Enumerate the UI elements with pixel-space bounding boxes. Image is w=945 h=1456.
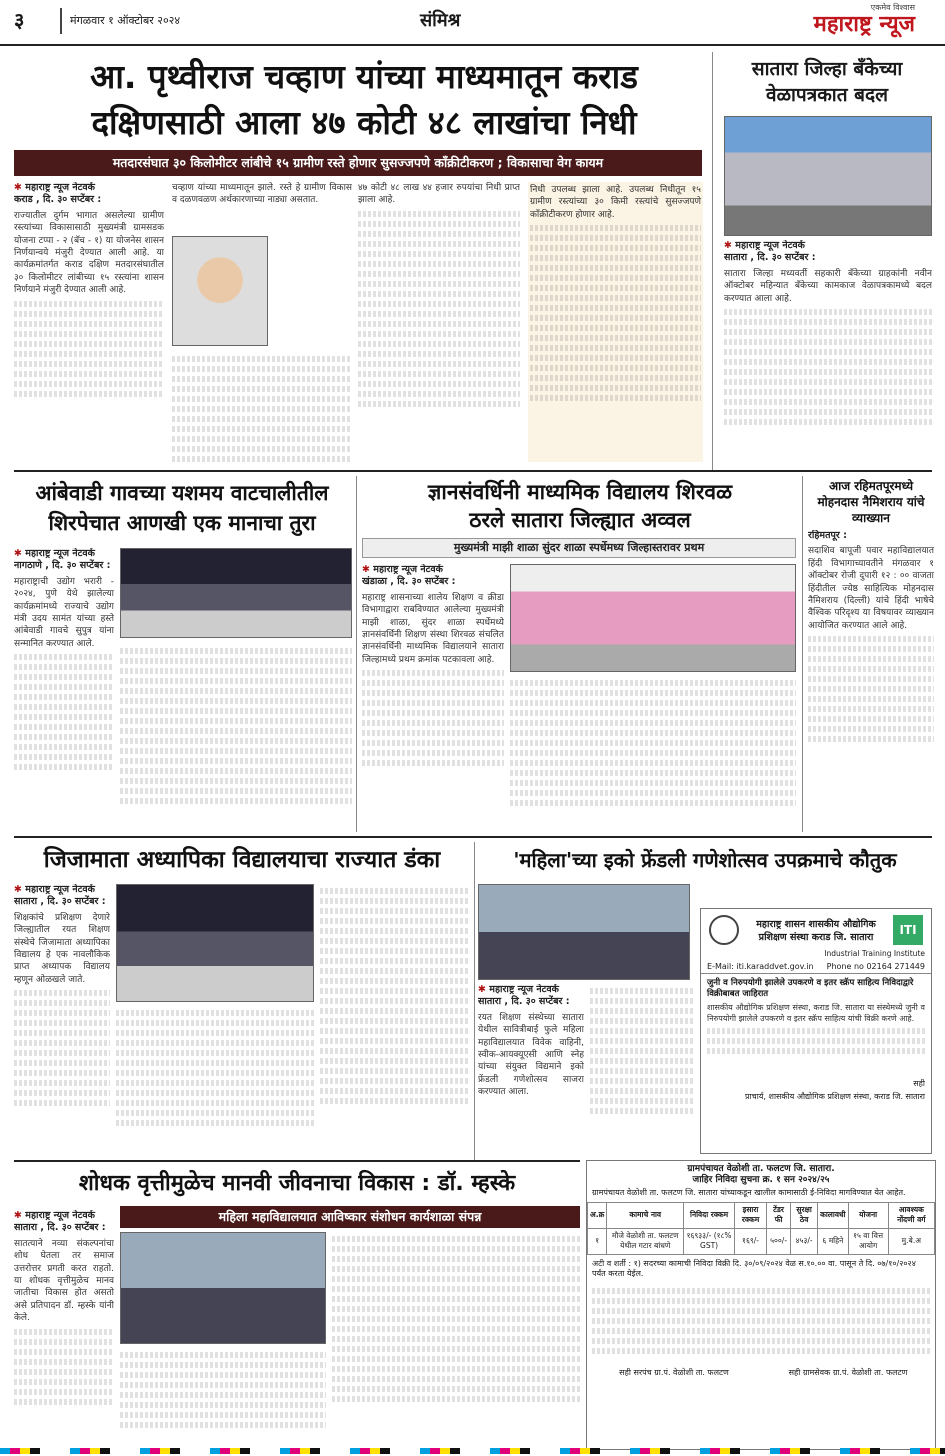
iti-title: महाराष्ट्र शासन शासकीय औद्योगिक प्रशिक्षण संस्था कराड जि. सातारा xyxy=(756,919,876,943)
lead-body-3: ४७ कोटी ४८ लाख ४४ हजार रुपयांचा निधी प्राप्त झाला आहे. xyxy=(358,183,520,206)
shirwal-headline-line2: ठरले सातारा जिल्ह्यात अव्वल xyxy=(469,508,691,532)
shirwal-column-1 xyxy=(362,564,504,830)
mhaske-byline: ✱ महाराष्ट्र न्यूज नेटवर्क xyxy=(14,1210,95,1221)
ganesh-headline: 'महिला'च्या इको फ्रेंडली गणेशोत्सव उपक्रमाचे कौतुक xyxy=(513,848,897,872)
shirwal-column-2 xyxy=(510,676,796,830)
ganesh-column-2 xyxy=(590,984,694,1156)
tender-header-cell: योजना xyxy=(848,1202,888,1228)
ambewadi-column-2 xyxy=(120,644,352,830)
ambewadi-award-photo xyxy=(120,548,352,638)
iti-phone: Phone no 02164 271449 xyxy=(826,962,925,971)
ambewadi-headline-line1: आंबेवाडी गावच्या यशमय वाटचालीतील xyxy=(35,481,329,505)
mhaske-headline: शोधक वृत्तीमुळेच मानवी जीवनाचा विकास : डॉ. म्हस्के xyxy=(78,1171,516,1196)
mhaske-body: सातत्याने नव्या संकल्पनांचा शोध घेतला तर समाज उत्तरोत्तर प्रगती करत राहतो. या शोधक वृत्तीमुळेच मानव जातीचा विकास होत असतो असे प्रतिपादन डॉ. म्हस्के यांनी केले. xyxy=(14,1238,114,1324)
tender-header-row xyxy=(588,1202,935,1228)
issue-date: मंगळवार १ ऑक्टोबर २०२४ xyxy=(60,8,200,34)
lecture-body: सदाशिव बापूजी पवार महाविद्यालयात हिंदी विभागाच्यावतीने मंगळवार १ ऑक्टोबर रोजी दुपारी १२ : ०० वाजता हिंदीतील ज्येष्ठ साहित्यिक मोहनदास नैमिशराय (दिल्ली) यांचे हिंदी भाषेचे वैश्विक परिदृश्य या विषयावर व्याख्यान आयोजित करण्यात आले आहे. xyxy=(808,546,934,631)
tender-table xyxy=(587,1202,935,1255)
tender-header-cell: अ.क्र xyxy=(588,1202,607,1228)
lead-byline-text: महाराष्ट्र न्यूज नेटवर्क xyxy=(25,182,95,193)
bank-column xyxy=(724,240,932,464)
shirwal-strap: मुख्यमंत्री माझी शाळा सुंदर शाळा स्पर्धेमध्य जिल्हास्तरावर प्रथम xyxy=(362,538,796,558)
lead-headline xyxy=(14,54,714,146)
iti-sign-label: सही xyxy=(913,1079,925,1088)
bank-byline: ✱ महाराष्ट्र न्यूज नेटवर्क xyxy=(724,240,805,251)
politician-portrait xyxy=(172,236,268,346)
lead-headline-line1: आ. पृथ्वीराज चव्हाण यांच्या माध्यमातून कराड xyxy=(90,57,638,96)
lead-headline-line2: दक्षिणसाठी आला ४७ कोटी ४८ लाखांचा निधी xyxy=(91,103,637,142)
lecture-column xyxy=(808,530,934,830)
jijamata-body: शिक्षकांचे प्रशिक्षण देणारे जिल्ह्यातील रयत शिक्षण संस्थेचे जिजामाता अध्यापिका विद्यालय हे एक नावलौकिक प्राप्त अध्यापक विद्यालय म्हणून ओळखले जाते. xyxy=(14,912,110,985)
ganesh-event-photo xyxy=(478,884,690,980)
shirwal-byline-text: महाराष्ट्र न्यूज नेटवर्क xyxy=(373,564,443,575)
mhaske-column-1 xyxy=(14,1210,114,1450)
section-title: संमिश्र xyxy=(420,10,461,31)
bank-body: सातारा जिल्हा मध्यवर्ती सहकारी बँकेच्या ग्राहकांनी नवीन ऑक्टोबर महिन्यात बँकेच्या कामकाज वेळापत्रकामध्ये बदल करण्यात आला आहे. xyxy=(724,268,932,304)
ganesh-body: रयत शिक्षण संस्थेच्या सातारा येथील सावित्रीबाई फुले महिला महाविद्यालयात विवेक वाहिनी, स्वीक-आयक्यूएसी आणि स्नेह यांच्या संयुक्त विद्यमाने इको फ्रेंडली गणेशोत्सव साजरा करण्यात आला. xyxy=(478,1012,584,1098)
iti-logo: ITI xyxy=(893,915,923,945)
jijamata-byline-text: महाराष्ट्र न्यूज नेटवर्क xyxy=(25,884,95,895)
ambewadi-column-1 xyxy=(14,548,114,828)
jijamata-dateline: सातारा , दि. ३० सप्टेंबर : xyxy=(14,896,106,908)
lead-body-2: चव्हाण यांच्या माध्यमातून झाले. रस्ते हे ग्रामीण विकास व दळणवळण अर्थकारणाच्या नाड्या असतात. xyxy=(172,183,352,206)
ganesh-dateline: सातारा , दि. ३० सप्टेंबर : xyxy=(478,996,570,1008)
jijamata-column-2 xyxy=(116,1006,314,1156)
mhaske-byline-text: महाराष्ट्र न्यूज नेटवर्क xyxy=(25,1210,95,1221)
bank-building-photo xyxy=(724,116,932,236)
mhaske-dateline: सातारा , दि. ३० सप्टेंबर : xyxy=(14,1222,106,1234)
ambewadi-headline-line2: शिरपेचात आणखी एक मानाचा तुरा xyxy=(48,511,316,535)
shirwal-dateline: खंडाळा , दि. ३० सप्टेंबर : xyxy=(362,576,456,588)
mhaske-column-2 xyxy=(120,1348,326,1450)
bank-byline-text: महाराष्ट्र न्यूज नेटवर्क xyxy=(735,240,805,251)
mhaske-column-3 xyxy=(332,1232,580,1450)
lead-column-2b xyxy=(172,352,352,464)
brand-name: महाराष्ट्र न्यूज xyxy=(813,12,915,37)
tender-cell: १६९/- xyxy=(735,1228,767,1254)
shirwal-body: महाराष्ट्र शासनाच्या शालेय शिक्षण व क्रीडा विभागाद्वारा राबविण्यात आलेल्या मुख्यमंत्री माझी शाळा, सुंदर शाळा स्पर्धेमध्ये ज्ञानसंवर्धिनी शिक्षण संस्था शिरवळ संचलित ज्ञानसंवर्धिनी माध्यमिक विद्यालयाने सातारा जिल्हामध्ये प्रथम क्रमांक पटकावला आहे. xyxy=(362,592,504,665)
masthead xyxy=(0,0,945,46)
lead-column-3 xyxy=(358,182,520,462)
shirwal-byline: ✱ महाराष्ट्र न्यूज नेटवर्क xyxy=(362,564,443,575)
lead-column-4 xyxy=(528,182,703,462)
jijamata-headline: जिजामाता अध्यापिका विद्यालयाचा राज्यात डंका xyxy=(43,847,441,873)
tender-title-1: ग्रामपंचायत वेळोशी ता. फलटण जि. सातारा. xyxy=(687,1164,835,1174)
shirwal-headline-line1: ज्ञानसंवर्धिनी माध्यमिक विद्यालय शिरवळ xyxy=(427,480,733,504)
tender-title-2: जाहिर निविदा सुचना क्र. १ सन २०२४/२५ xyxy=(692,1174,830,1185)
tender-notes: अटी व शर्ती : १) सदरच्या कामाची निविदा विक्री दि. ३०/०९/२०२४ वेळ स.१०.०० वा. पासून ते दि. ०७/१०/२०२४ पर्यंत करता येईल. xyxy=(592,1258,916,1278)
lead-column-1 xyxy=(14,182,164,462)
brand-tagline: एकमेव विश्वास xyxy=(870,3,915,12)
tender-cell: ५००/- xyxy=(766,1228,790,1254)
tender-cell: मौजे वेळोशी ता. फलटण येथील गटार बांधणे xyxy=(607,1228,684,1254)
ganesh-byline-text: महाराष्ट्र न्यूज नेटवर्क xyxy=(489,984,559,995)
tender-cell: ६ महिने xyxy=(818,1228,848,1254)
ambewadi-dateline: नागठाणे , दि. ३० सप्टेंबर : xyxy=(14,560,111,572)
iti-advertisement xyxy=(700,908,932,1154)
iti-notice-body xyxy=(701,1002,931,1076)
tender-header-cell: आवश्यक नोंदणी वर्ग xyxy=(888,1202,934,1228)
bank-headline: सातारा जिल्हा बँकेच्या वेळापत्रकात बदल xyxy=(751,58,903,106)
lead-strap: मतदारसंघात ३० किलोमीटर लांबीचे १५ ग्रामीण रस्ते होणार सुसज्जपणे काँक्रीटीकरण ; विकासाचा वेग कायम xyxy=(14,150,702,176)
jijamata-column-1 xyxy=(14,884,110,1156)
lecture-headline: आज रहिमतपूरमध्ये मोहनदास नैमिशराय यांचे व्याख्यान xyxy=(817,479,925,525)
mhaske-strap: महिला महाविद्यालयात आविष्कार संशोधन कार्यशाळा संपन्न xyxy=(120,1206,580,1228)
tender-cell: ४५३/- xyxy=(791,1228,818,1254)
tender-cell: १५ वा वित्त आयोग xyxy=(848,1228,888,1254)
iti-logo-caption: Industrial Training Institute xyxy=(824,949,925,958)
ambewadi-byline: ✱ महाराष्ट्र न्यूज नेटवर्क xyxy=(14,548,95,559)
page-number: ३ xyxy=(14,8,25,32)
lead-byline xyxy=(14,182,164,194)
tender-row xyxy=(588,1228,935,1254)
shirwal-headline xyxy=(362,478,798,534)
tender-header-cell: टेंडर फी xyxy=(766,1202,790,1228)
ganesh-column-1 xyxy=(478,984,584,1156)
jijamata-award-photo xyxy=(116,884,314,1002)
maharashtra-seal-icon xyxy=(709,915,739,945)
byline-marker-icon: ✱ xyxy=(14,182,22,193)
tender-header-cell: कामाचे नाव xyxy=(607,1202,684,1228)
tender-sign-gramsevak: सही ग्रामसेवक ग्रा.पं. वेळोशी ता. फलटण xyxy=(788,1367,908,1377)
tender-header-cell: इसारा रक्कम xyxy=(735,1202,767,1228)
ganesh-byline: ✱ महाराष्ट्र न्यूज नेटवर्क xyxy=(478,984,559,995)
tender-notice xyxy=(586,1160,936,1450)
lead-body-1: राज्यातील दुर्गम भागात असलेल्या ग्रामीण रस्त्यांच्या विकासासाठी मुख्यमंत्री ग्रामसडक योजना टप्पा - २ (बॅच - १) या योजनेस शासन निर्णयान्वये मंजुरी देण्यात आली आहे. या कार्यक्रमांतर्गत कराड दक्षिण मतदारसंघातील ३० किलोमीटर लांबीच्या १५ रस्त्यांना शासन निर्णयाने मंजुरी देण्यात आली आहे. xyxy=(14,210,164,296)
jijamata-column-3 xyxy=(320,884,470,1156)
iti-body-text: शासकीय औद्योगिक प्रशिक्षण संस्था, कराड जि. सातारा या संस्थेमध्ये जुनी व निरुपयोगी झालेले उपकरणे व इतर स्क्रॅप साहित्य यांची विक्री करणे आहे. xyxy=(707,1003,925,1023)
shirwal-staff-photo xyxy=(510,564,796,672)
lead-dateline: कराड , दि. ३० सप्टेंबर : xyxy=(14,194,102,206)
jijamata-byline: ✱ महाराष्ट्र न्यूज नेटवर्क xyxy=(14,884,95,895)
print-color-marks xyxy=(0,1448,945,1454)
tender-sign-sarpanch: सही सरपंच ग्रा.पं. वेळोशी ता. फलटण xyxy=(619,1367,729,1377)
lecture-dateline: रहिमतपूर : xyxy=(808,530,847,541)
tender-header-cell: कालावधी xyxy=(818,1202,848,1228)
tender-intro: ग्रामपंचायत वेळोशी ता. फलटण जि. सातारा यांच्याकडून खालील कामासाठी ई-निविदा मागविण्यात येत आहेत. xyxy=(592,1188,906,1197)
iti-notice-title: जुनी व निरुपयोगी झालेले उपकरणे व इतर स्क्रॅप साहित्य निविदाद्वारे विक्रीबाबत जाहिरात xyxy=(707,978,914,999)
ambewadi-body: महाराष्ट्राची उद्योग भरारी - २०२४, पुणे येथे झालेल्या कार्यक्रमांमध्ये राज्याचे उद्योग मंत्री उदय सामंत यांच्या हस्ते आंबेवाडी गावचे सुपुत्र यांना सन्मानित करण्यात आले. xyxy=(14,576,114,649)
tender-signatures xyxy=(587,1366,935,1379)
lead-body-4: निधी उपलब्ध झाला आहे. उपलब्ध निधीतून १५ ग्रामीण रस्त्यांच्या ३० किमी रस्त्यांचे सुसज्जपणे काँक्रीटीकरण होणार आहे. xyxy=(530,185,701,220)
ambewadi-byline-text: महाराष्ट्र न्यूज नेटवर्क xyxy=(25,548,95,559)
tender-conditions xyxy=(587,1284,935,1366)
ambewadi-headline xyxy=(14,478,350,538)
bank-dateline: सातारा , दि. ३० सप्टेंबर : xyxy=(724,252,816,264)
tender-cell: १६९३३/- (१८% GST) xyxy=(684,1228,735,1254)
tender-cell: १ xyxy=(588,1228,607,1254)
tender-cell: मु.बे.अ xyxy=(888,1228,934,1254)
iti-contact xyxy=(701,960,931,974)
mhaske-workshop-photo xyxy=(120,1232,326,1344)
iti-signatory: प्राचार्य, शासकीय औद्योगिक प्रशिक्षण संस्था, कराड जि. सातारा xyxy=(745,1092,925,1101)
tender-header-cell: निविदा रक्कम xyxy=(684,1202,735,1228)
tender-header-cell: सुरक्षा ठेव xyxy=(791,1202,818,1228)
lead-column-2a xyxy=(172,182,352,232)
iti-email: E-Mail: iti.karaddvet.gov.in xyxy=(707,962,814,971)
brand-logo xyxy=(814,2,915,37)
